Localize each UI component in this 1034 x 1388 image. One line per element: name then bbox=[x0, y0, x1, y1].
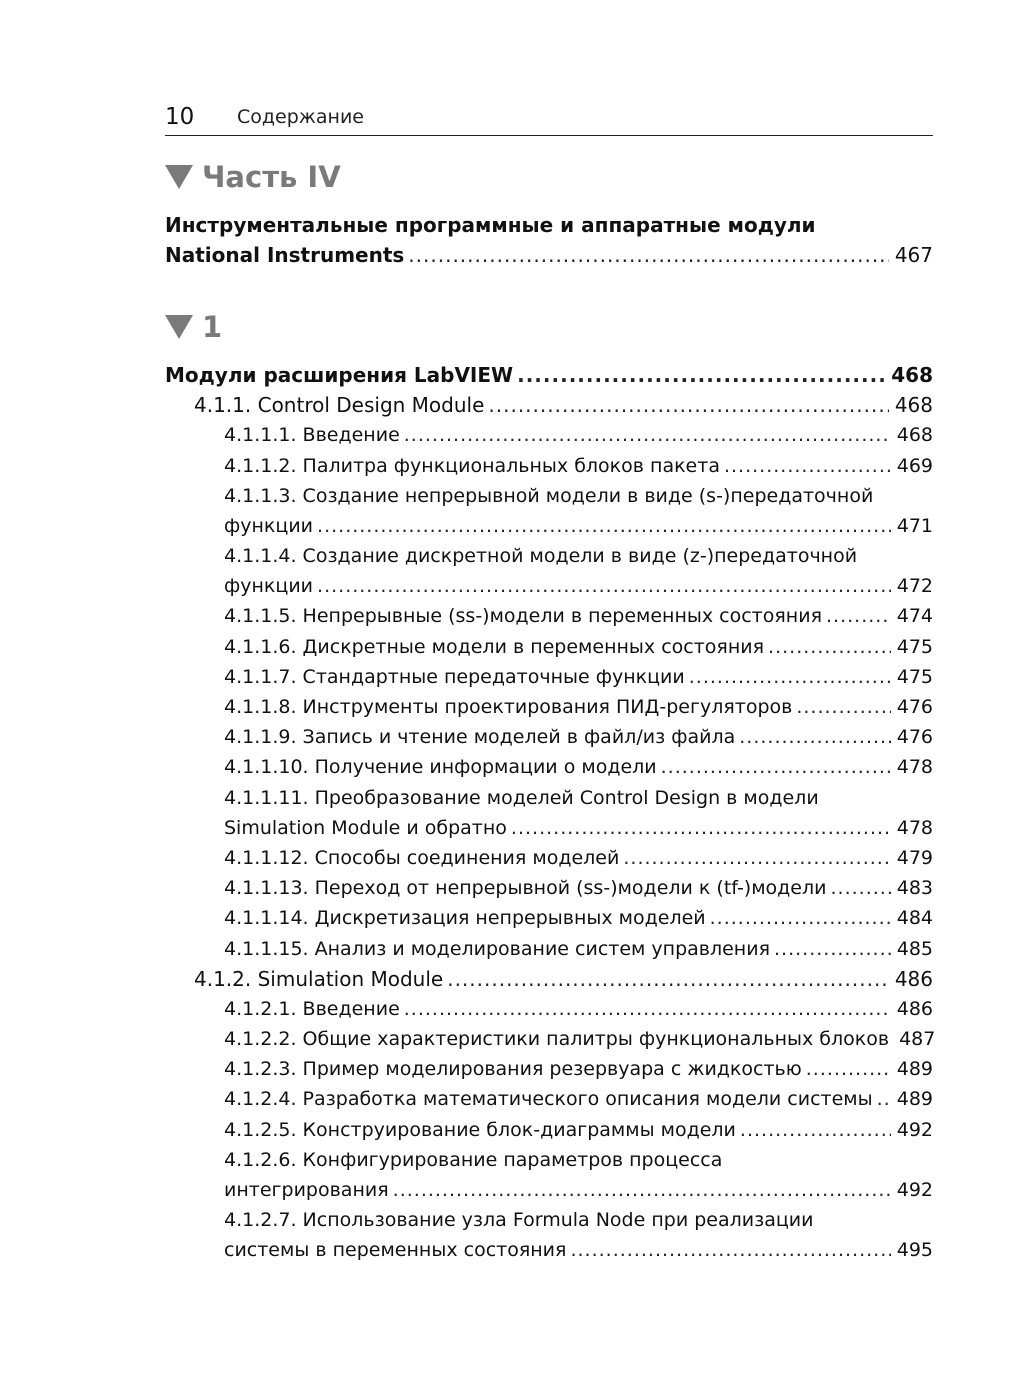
toc-entry-line bbox=[165, 1235, 933, 1265]
toc-entry-line bbox=[165, 692, 933, 722]
toc-entry-page: 471 bbox=[896, 514, 933, 537]
dot-leader bbox=[404, 994, 891, 1024]
dot-leader bbox=[511, 813, 891, 843]
toc-entry-line bbox=[165, 994, 933, 1024]
toc-entry bbox=[165, 843, 933, 873]
toc-entry bbox=[165, 390, 933, 420]
toc-entry-title: 4.1.2.4. Разработка математического описания модели системы bbox=[224, 1088, 873, 1111]
toc-entry-title: системы в переменных состояния bbox=[224, 1239, 567, 1262]
part-label: Часть IV bbox=[202, 160, 341, 194]
toc-entry bbox=[165, 481, 933, 541]
part-heading bbox=[165, 160, 341, 194]
toc-entry-line bbox=[165, 1145, 933, 1175]
toc-entry-page: 478 bbox=[896, 756, 933, 779]
toc-entry-title: 4.1.1.8. Инструменты проектирования ПИД-регуляторов bbox=[224, 696, 793, 719]
toc-entry-title: 4.1.1. Control Design Module bbox=[194, 393, 485, 418]
dot-leader bbox=[517, 360, 885, 390]
toc-entry-page: 474 bbox=[896, 605, 933, 628]
dot-leader bbox=[488, 390, 888, 420]
toc-entry bbox=[165, 1115, 933, 1145]
toc-entry-line bbox=[165, 752, 933, 782]
toc-entry-line bbox=[165, 813, 933, 843]
chapter-label: 1 bbox=[202, 310, 223, 344]
toc-entry-page: 485 bbox=[896, 937, 933, 960]
toc-entry-title: 4.1.1.6. Дискретные модели в переменных состояния bbox=[224, 635, 765, 658]
toc-entry-page: 483 bbox=[896, 877, 933, 900]
toc-entry-title: 4.1.2.3. Пример моделирования резервуара с жидкостью bbox=[224, 1058, 802, 1081]
toc-entry-title: 4.1.1.15. Анализ и моделирование систем управления bbox=[224, 937, 770, 960]
toc-entry-page: 468 bbox=[891, 362, 933, 387]
dot-leader bbox=[739, 722, 890, 752]
toc-entry-page: 486 bbox=[896, 997, 933, 1020]
toc-entry-page: 495 bbox=[896, 1239, 933, 1262]
toc-entry bbox=[165, 994, 933, 1024]
dot-leader bbox=[623, 843, 890, 873]
toc-entry-title: 4.1.1.9. Запись и чтение моделей в файл/из файла bbox=[224, 726, 736, 749]
toc-entry-line bbox=[165, 662, 933, 692]
toc-entry-line bbox=[165, 451, 933, 481]
toc-entry-page: 468 bbox=[894, 393, 933, 418]
dot-leader bbox=[393, 1175, 891, 1205]
toc-entry-title: 4.1.2.6. Конфигурирование параметров процесса bbox=[224, 1148, 723, 1171]
toc-entry-line bbox=[165, 420, 933, 450]
toc-entry bbox=[165, 662, 933, 692]
toc-entry-title: 4.1.2.1. Введение bbox=[224, 997, 400, 1020]
dot-leader bbox=[689, 662, 891, 692]
toc-entry-line bbox=[165, 1205, 933, 1235]
toc-entry-page: 492 bbox=[896, 1118, 933, 1141]
toc-entry bbox=[165, 632, 933, 662]
toc-entry-page: 489 bbox=[896, 1058, 933, 1081]
toc-entry bbox=[165, 1054, 933, 1084]
toc-entry-line bbox=[165, 511, 933, 541]
toc-entry-title: 4.1.1.2. Палитра функциональных блоков пакета bbox=[224, 454, 720, 477]
toc-entry-line bbox=[165, 602, 933, 632]
toc-entry-line bbox=[165, 1115, 933, 1145]
part-title bbox=[165, 210, 933, 270]
toc-entry-page: 476 bbox=[896, 696, 933, 719]
toc-entry bbox=[165, 903, 933, 933]
dot-leader bbox=[404, 420, 891, 450]
toc-entry bbox=[165, 1145, 933, 1205]
toc-entry-title: 4.1.2. Simulation Module bbox=[194, 966, 444, 991]
part-title-line-2: National Instruments ..... 467 bbox=[165, 240, 933, 270]
chapter-heading bbox=[165, 310, 222, 344]
toc-entry-page: 487 bbox=[899, 1028, 936, 1051]
toc-entry-title: Simulation Module и обратно bbox=[224, 816, 507, 839]
toc-entry-page: 476 bbox=[896, 726, 933, 749]
dot-leader bbox=[710, 903, 891, 933]
toc-entry bbox=[165, 1085, 933, 1115]
toc-entry-line bbox=[165, 390, 933, 420]
toc-entry bbox=[165, 873, 933, 903]
toc-entry-page: 472 bbox=[896, 575, 933, 598]
dot-leader bbox=[806, 1054, 891, 1084]
dot-leader bbox=[570, 1235, 890, 1265]
toc-entry bbox=[165, 934, 933, 964]
toc-entry-page: 484 bbox=[896, 907, 933, 930]
toc-entry-line bbox=[165, 783, 933, 813]
toc-entry-line bbox=[165, 541, 933, 571]
part-page: 467 bbox=[894, 243, 933, 268]
toc-entry bbox=[165, 420, 933, 450]
toc-entry-line bbox=[165, 1024, 936, 1054]
dot-leader bbox=[877, 1084, 891, 1114]
toc-entry-page: 486 bbox=[894, 966, 933, 991]
toc-entry-title: 4.1.2.5. Конструирование блок-диаграммы модели bbox=[224, 1118, 736, 1141]
toc-entry-line bbox=[165, 964, 933, 994]
toc-entry-line bbox=[165, 1054, 933, 1084]
toc-entry bbox=[165, 1024, 936, 1054]
toc-entry-line bbox=[165, 903, 933, 933]
triangle-down-icon bbox=[165, 165, 193, 189]
triangle-down-icon bbox=[165, 315, 193, 339]
toc-entry-page: 475 bbox=[896, 665, 933, 688]
toc-entry-title: 4.1.1.10. Получение информации о модели bbox=[224, 756, 657, 779]
toc-entry-line bbox=[165, 1175, 933, 1205]
toc-entry-title: 4.1.2.7. Использование узла Formula Node при реализации bbox=[224, 1209, 814, 1232]
part-title-line-1: Инструментальные программные и аппаратные модули bbox=[165, 212, 816, 237]
toc-entry-title: 4.1.1.3. Создание непрерывной модели в виде (s-)передаточной bbox=[224, 484, 874, 507]
running-header bbox=[165, 100, 933, 136]
toc-entry-line bbox=[165, 632, 933, 662]
toc-entry-title: функции bbox=[224, 514, 314, 537]
page-number: 10 bbox=[165, 104, 195, 130]
toc-entry-line bbox=[165, 843, 933, 873]
dot-leader bbox=[408, 240, 889, 270]
toc-entry-title: 4.1.1.13. Переход от непрерывной (ss-)модели к (tf-)модели bbox=[224, 877, 827, 900]
toc-entry-title: 4.1.1.11. Преобразование моделей Control Design в модели bbox=[224, 786, 819, 809]
toc-entry-line bbox=[165, 481, 933, 511]
toc-entry bbox=[165, 451, 933, 481]
toc-entry bbox=[165, 602, 933, 632]
toc-entry bbox=[165, 964, 933, 994]
dot-leader bbox=[826, 601, 891, 631]
running-title: Содержание bbox=[237, 106, 364, 128]
dot-leader bbox=[768, 632, 891, 662]
toc-entry-title: Модули расширения LabVIEW bbox=[165, 362, 514, 387]
toc-entry-title: 4.1.1.12. Способы соединения моделей bbox=[224, 846, 620, 869]
toc-entry-page: 468 bbox=[896, 424, 933, 447]
toc-entry-line bbox=[165, 934, 933, 964]
dot-leader bbox=[317, 511, 891, 541]
dot-leader bbox=[831, 873, 891, 903]
toc-entry-title: 4.1.2.2. Общие характеристики палитры функциональных блоков bbox=[224, 1028, 890, 1051]
toc-entry-line bbox=[165, 360, 933, 390]
toc-entry bbox=[165, 783, 933, 843]
toc-entry-title: функции bbox=[224, 575, 314, 598]
dot-leader bbox=[661, 752, 891, 782]
toc-entry-page: 479 bbox=[896, 846, 933, 869]
toc-entry-title: 4.1.1.7. Стандартные передаточные функции bbox=[224, 665, 685, 688]
toc-entry-line bbox=[165, 571, 933, 601]
dot-leader bbox=[724, 451, 891, 481]
toc-entry bbox=[165, 360, 933, 390]
dot-leader bbox=[447, 964, 889, 994]
dot-leader bbox=[317, 571, 891, 601]
toc-entry-page: 492 bbox=[896, 1179, 933, 1202]
toc-entry-page: 478 bbox=[896, 816, 933, 839]
toc-entry bbox=[165, 692, 933, 722]
toc-entry bbox=[165, 1205, 933, 1265]
dot-leader bbox=[740, 1115, 891, 1145]
toc-entry bbox=[165, 722, 933, 752]
toc-entry-line bbox=[165, 1085, 933, 1115]
dot-leader bbox=[774, 934, 891, 964]
toc-entry-title: 4.1.1.14. Дискретизация непрерывных моделей bbox=[224, 907, 706, 930]
table-of-contents bbox=[165, 360, 936, 1266]
toc-entry-page: 475 bbox=[896, 635, 933, 658]
toc-entry-page: 489 bbox=[896, 1088, 933, 1111]
toc-entry-title: интегрирования bbox=[224, 1179, 389, 1202]
toc-entry-page: 469 bbox=[896, 454, 933, 477]
toc-entry-title: 4.1.1.1. Введение bbox=[224, 424, 400, 447]
toc-entry-line bbox=[165, 722, 933, 752]
toc-entry bbox=[165, 541, 933, 601]
toc-entry bbox=[165, 752, 933, 782]
toc-entry-title: 4.1.1.4. Создание дискретной модели в виде (z-)передаточной bbox=[224, 545, 858, 568]
dot-leader bbox=[796, 692, 890, 722]
toc-entry-line bbox=[165, 873, 933, 903]
toc-entry-title: 4.1.1.5. Непрерывные (ss-)модели в переменных состояния bbox=[224, 605, 822, 628]
